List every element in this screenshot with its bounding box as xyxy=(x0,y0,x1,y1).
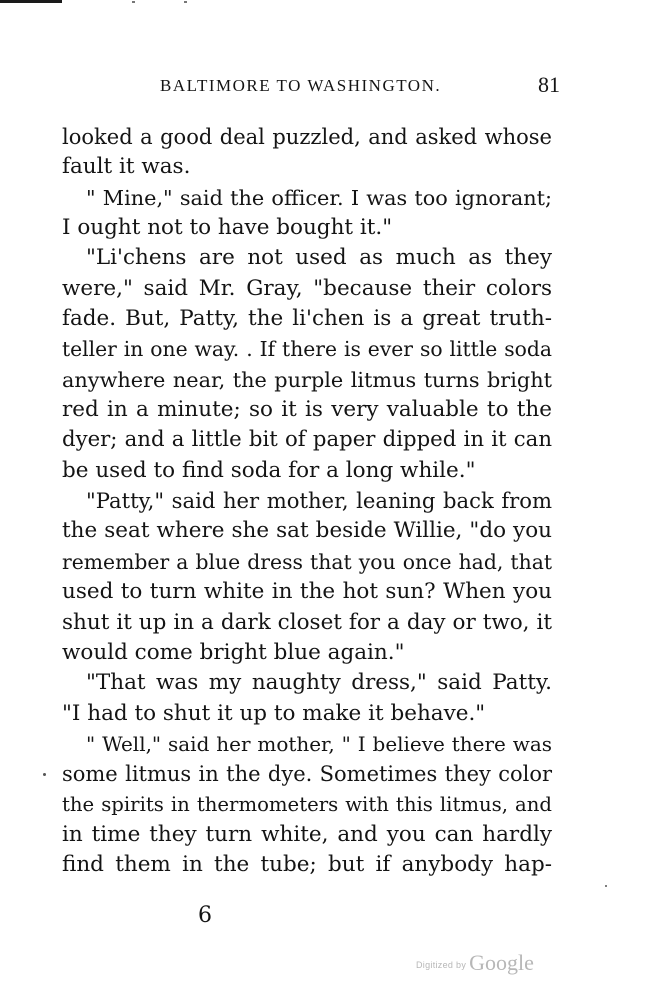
text-line: anywhere near, the purple litmus turns bright xyxy=(62,367,552,392)
text-line: in time they turn white, and you can hardly xyxy=(62,821,552,847)
text-line: be used to find soda for a long while." xyxy=(62,457,476,483)
text-line: " Well," said her mother, " I believe there was xyxy=(86,731,552,756)
text-line: the spirits in thermometers with this litmus, and xyxy=(62,792,552,816)
text-line: shut it up in a dark closet for a day or two, it xyxy=(62,609,552,635)
text-line: the seat where she sat beside Willie, "do you xyxy=(62,518,552,544)
page-header xyxy=(160,72,560,100)
digitized-watermark xyxy=(416,950,534,976)
text-line: "That was my naughty dress," said Patty. xyxy=(86,670,552,696)
top-rule xyxy=(0,0,62,3)
signature-mark: 6 xyxy=(198,903,212,928)
text-line: remember a blue dress that you once had, that xyxy=(62,549,552,574)
text-line: find them in the tube; but if anybody hap- xyxy=(62,852,552,878)
scan-speck xyxy=(605,885,607,887)
text-line: looked a good deal puzzled, and asked whose xyxy=(62,124,552,149)
text-line: I ought not to have bought it." xyxy=(62,215,393,241)
text-line: fault it was. xyxy=(62,154,191,180)
text-line: red in a minute; so it is very valuable to the xyxy=(62,397,552,423)
text-line: " Mine," said the officer. I was too ignorant; xyxy=(86,185,552,210)
text-line: teller in one way. . If there is ever so little soda xyxy=(62,337,552,362)
text-line: used to turn white in the hot sun? When you xyxy=(62,579,552,605)
text-line: "Patty," said her mother, leaning back from xyxy=(86,488,552,514)
text-line: fade. But, Patty, the li'chen is a great truth- xyxy=(62,306,552,332)
page-number: 81 xyxy=(538,72,560,97)
watermark-prefix: Digitized by xyxy=(416,960,467,970)
body-text xyxy=(62,122,552,881)
text-line: were," said Mr. Gray, "because their colors xyxy=(62,275,552,301)
scan-speck xyxy=(132,1,135,3)
running-head: BALTIMORE TO WASHINGTON. xyxy=(160,76,442,95)
scan-speck xyxy=(43,773,46,776)
scan-speck xyxy=(184,1,187,3)
text-line: would come bright blue again." xyxy=(62,639,405,665)
google-logo: Google xyxy=(469,950,534,975)
text-line: some litmus in the dye. Sometimes they color xyxy=(62,762,552,787)
text-line: dyer; and a little bit of paper dipped in it can xyxy=(62,427,552,453)
text-line: "I had to shut it up to make it behave." xyxy=(62,700,486,726)
text-line: "Li'chens are not used as much as they xyxy=(86,245,552,271)
